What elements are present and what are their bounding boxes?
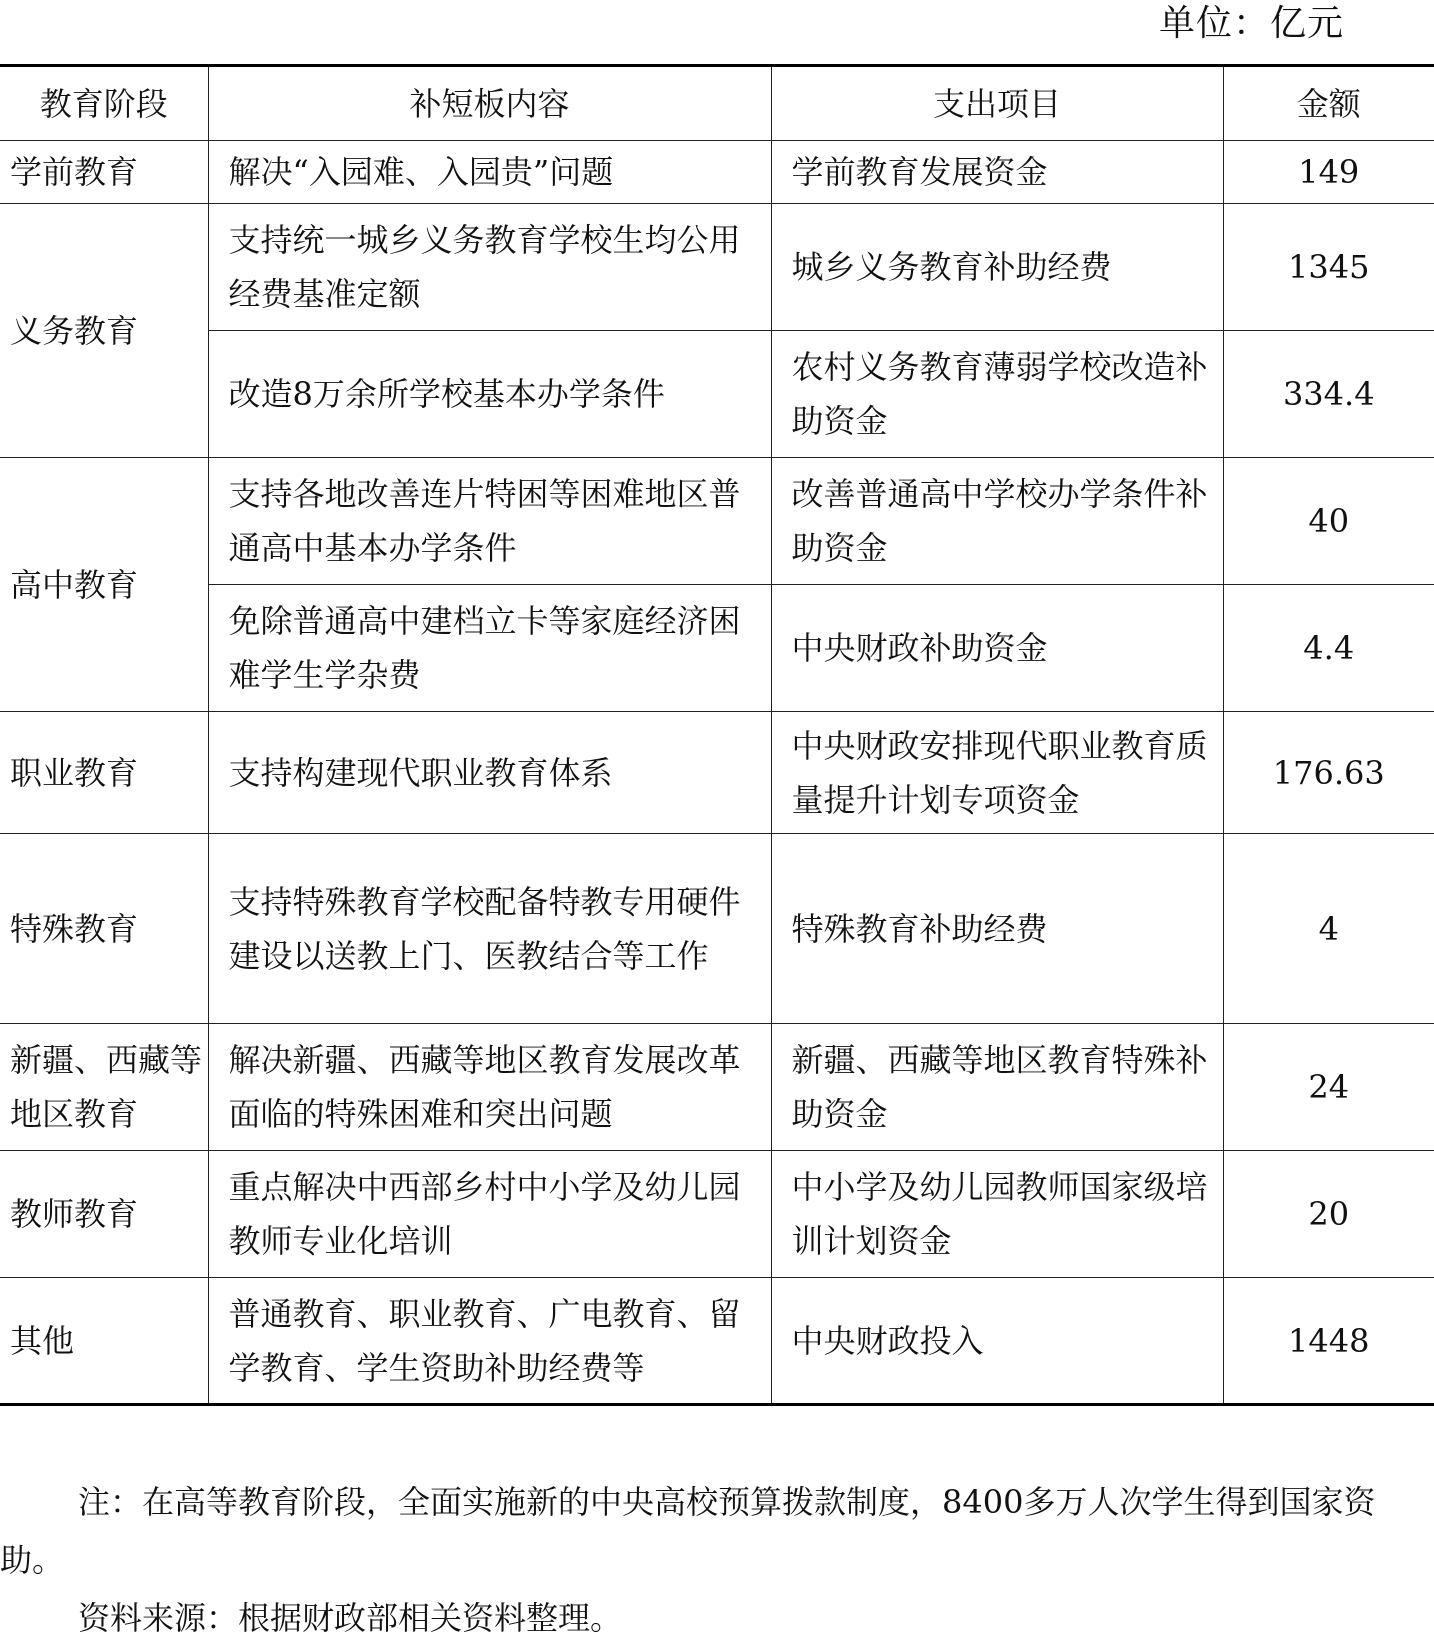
amount-cell: 40 — [1223, 458, 1434, 585]
table-row — [0, 1151, 1434, 1278]
content-cell: 重点解决中西部乡村中小学及幼儿园教师专业化培训 — [208, 1151, 771, 1278]
item-cell: 农村义务教育薄弱学校改造补助资金 — [771, 331, 1223, 458]
header-amount: 金额 — [1223, 66, 1434, 141]
stage-cell: 教师教育 — [0, 1151, 208, 1278]
table-notes — [0, 1473, 1434, 1647]
content-cell: 支持构建现代职业教育体系 — [208, 712, 771, 834]
table-row — [0, 1024, 1434, 1151]
table-row — [0, 834, 1434, 1024]
amount-cell: 20 — [1223, 1151, 1434, 1278]
stage-cell: 职业教育 — [0, 712, 208, 834]
unit-label: 单位：亿元 — [1158, 3, 1344, 44]
amount-cell: 149 — [1223, 141, 1434, 204]
item-cell: 中央财政投入 — [771, 1278, 1223, 1405]
stage-cell: 学前教育 — [0, 141, 208, 204]
item-cell: 学前教育发展资金 — [771, 141, 1223, 204]
content-cell: 支持统一城乡义务教育学校生均公用经费基准定额 — [208, 204, 771, 331]
table-row — [0, 458, 1434, 585]
amount-cell: 1345 — [1223, 204, 1434, 331]
content-cell: 解决“入园难、入园贵”问题 — [208, 141, 771, 204]
stage-cell: 义务教育 — [0, 204, 208, 458]
table-row — [0, 712, 1434, 834]
content-cell: 免除普通高中建档立卡等家庭经济困难学生学杂费 — [208, 585, 771, 712]
source-text: 资料来源：根据财政部相关资料整理。 — [78, 1599, 623, 1637]
amount-cell: 4.4 — [1223, 585, 1434, 712]
header-content: 补短板内容 — [208, 66, 771, 141]
table-row — [0, 204, 1434, 331]
content-cell: 支持特殊教育学校配备特教专用硬件建设以送教上门、医教结合等工作 — [208, 834, 771, 1024]
item-cell: 城乡义务教育补助经费 — [771, 204, 1223, 331]
item-cell: 中小学及幼儿园教师国家级培训计划资金 — [771, 1151, 1223, 1278]
table-row — [0, 585, 1434, 712]
table-header-row — [0, 66, 1434, 141]
table-row — [0, 1278, 1434, 1405]
education-funding-table — [0, 64, 1434, 1406]
note-text: 注：在高等教育阶段，全面实施新的中央高校预算拨款制度，8400多万人次学生得到国家资助。 — [0, 1483, 1376, 1579]
item-cell: 中央财政安排现代职业教育质量提升计划专项资金 — [771, 712, 1223, 834]
table-row — [0, 331, 1434, 458]
header-stage: 教育阶段 — [0, 66, 208, 141]
item-cell: 改善普通高中学校办学条件补助资金 — [771, 458, 1223, 585]
content-cell: 改造8万余所学校基本办学条件 — [208, 331, 771, 458]
header-item: 支出项目 — [771, 66, 1223, 141]
stage-cell: 高中教育 — [0, 458, 208, 712]
content-cell: 普通教育、职业教育、广电教育、留学教育、学生资助补助经费等 — [208, 1278, 771, 1405]
amount-cell: 334.4 — [1223, 331, 1434, 458]
stage-cell: 特殊教育 — [0, 834, 208, 1024]
amount-cell: 24 — [1223, 1024, 1434, 1151]
amount-cell: 176.63 — [1223, 712, 1434, 834]
content-cell: 支持各地改善连片特困等困难地区普通高中基本办学条件 — [208, 458, 771, 585]
content-cell: 解决新疆、西藏等地区教育发展改革面临的特殊困难和突出问题 — [208, 1024, 771, 1151]
stage-cell: 其他 — [0, 1278, 208, 1405]
item-cell: 新疆、西藏等地区教育特殊补助资金 — [771, 1024, 1223, 1151]
item-cell: 特殊教育补助经费 — [771, 834, 1223, 1024]
amount-cell: 4 — [1223, 834, 1434, 1024]
stage-cell: 新疆、西藏等地区教育 — [0, 1024, 208, 1151]
amount-cell: 1448 — [1223, 1278, 1434, 1405]
item-cell: 中央财政补助资金 — [771, 585, 1223, 712]
table-row — [0, 141, 1434, 204]
